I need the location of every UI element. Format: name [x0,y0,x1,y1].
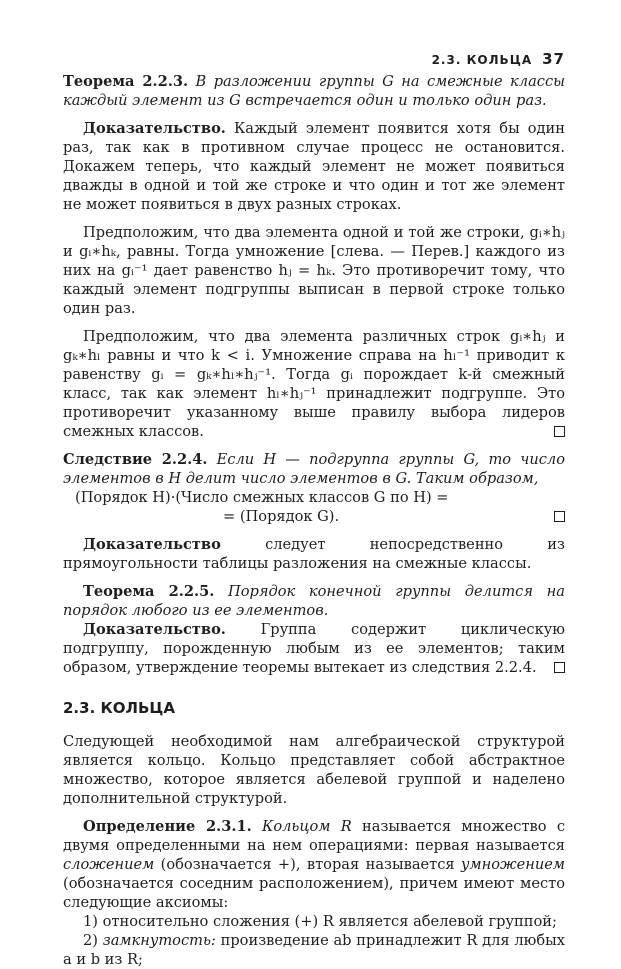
proof-text: Каждый элемент появится хотя бы один раз, так как в противном случае процесс не остановится. Докажем теперь, что каждый элемент не может появиться дважды в одной и той же строке и что один и тот же элемент не может появиться в двух разных строках. [63,120,565,213]
theorem-label: Теорема 2.2.3. [63,73,189,90]
section-title: 2.3. КОЛЬЦА [63,699,175,717]
corollary-proof [63,535,565,573]
proof-text: Группа содержит циклическую подгруппу, порожденную любым из ее элементов; таким образом, утверждение теоремы вытекает из следствия 2.2.4. [63,621,565,676]
qed-box-icon [554,511,565,522]
theorem-label: Теорема 2.2.5. [83,583,215,600]
theorem-2-2-5-proof [63,620,565,677]
definition-op-addition: сложением [63,856,155,873]
page-number: 37 [542,50,565,68]
running-head-section: 2.3. КОЛЬЦА [431,53,533,67]
definition-op-multiplication: умножением [461,856,565,873]
proof-text: следует непосредственно из прямоугольности таблицы разложения на смежные классы. [63,536,565,572]
definition-term: Кольцом R [262,818,352,835]
proof-label: Доказательство. [83,120,226,137]
qed-box-icon [554,662,565,673]
proof-label: Доказательство. [83,621,226,638]
theorem-statement: Порядок конечной группы делится на порядок любого из ее элементов. [63,583,565,619]
definition-text-2: (обозначается +), вторая называется [160,856,455,873]
proof-paragraph-2: Предположим, что два элемента одной и той же строки, gᵢ∗hⱼ и gᵢ∗hₖ, равны. Тогда умножение [слева. — Перев.] каждого из них на gᵢ⁻¹ дает равенство hⱼ = hₖ. Это противоречит тому, что каждый элемент подгруппы выписан в первой строке только один раз. [63,224,565,317]
running-head [63,50,565,72]
definition-text-3: (обозначается соседним расположением), причем имеют место следующие аксиомы: [63,875,565,911]
definition-2-3-1 [63,817,565,912]
theorem-2-2-5 [63,582,565,620]
axiom-1: 1) относительно сложения (+) R является абелевой группой; [83,913,557,930]
definition-label: Определение 2.3.1. [83,818,252,835]
proof-label: Доказательство [83,536,221,553]
corollary-2-2-4 [63,450,565,488]
page [63,50,565,969]
corollary-label: Следствие 2.2.4. [63,451,208,468]
proof-paragraph-1 [63,119,565,214]
qed-box-icon [554,426,565,437]
formula-line-2-text: = (Порядок G). [223,508,340,525]
axiom-2-term: замкнутость: [102,932,216,949]
corollary-statement: Если H — подгруппа группы G, то число элементов в H делит число элементов в G. Таким образом, [63,451,565,487]
formula-line-2 [63,507,565,526]
formula-line-1: (Порядок H)·(Число смежных классов G по H) = [75,489,449,506]
theorem-statement: В разложении группы G на смежные классы каждый элемент из G встречается один и только один раз. [63,73,565,109]
axiom-2 [63,931,565,969]
section-intro: Следующей необходимой нам алгебраической структурой является кольцо. Кольцо представляет собой абстрактное множество, которое является абелевой группой и наделено дополнительной структурой. [63,733,565,807]
theorem-2-2-3 [63,72,565,110]
definition-text-1: называется множество с двумя определенными на нем операциями: первая называется [63,818,566,854]
proof-paragraph-3-text: Предположим, что два элемента различных строк gᵢ∗hⱼ и gₖ∗hₗ равны и что k < i. Умножение справа на hₗ⁻¹ приводит к равенству gᵢ = gₖ∗hₗ∗hⱼ⁻¹. Тогда gᵢ порождает k-й смежный класс, так как элемент hₗ∗hⱼ⁻¹ принадлежит подгруппе. Это противоречит указанному выше правилу выбора лидеров смежных классов. [63,328,565,440]
axiom-2-text: произведение ab принадлежит R для любых a и b из R; [63,932,566,968]
axiom-2-number: 2) [83,932,98,949]
proof-paragraph-3 [63,327,565,441]
